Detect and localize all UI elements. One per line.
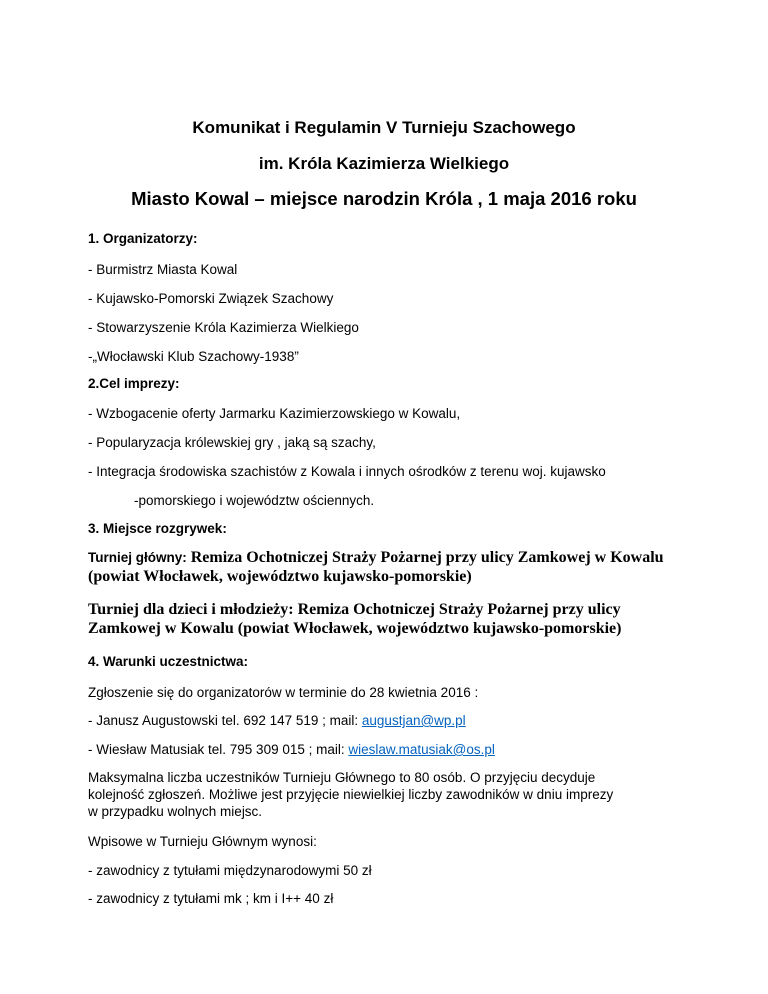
venue-youth-line-2: Zamkowej w Kowalu (powiat Włocławek, województwo kujawsko-pomorskie)	[88, 620, 622, 637]
organizer-item: - Stowarzyszenie Króla Kazimierza Wielkiego	[88, 320, 359, 335]
goal-item: - Wzbogacenie oferty Jarmarku Kazimierzowskiego w Kowalu,	[88, 406, 461, 421]
contact-text: - Wiesław Matusiak tel. 795 309 015 ; mail:	[88, 742, 349, 757]
goal-item: - Integracja środowiska szachistów z Kowala i innych ośrodków z terenu woj. kujawsko	[88, 464, 606, 479]
section-goal-heading: 2.Cel imprezy:	[88, 376, 180, 391]
organizer-item: -„Włocławski Klub Szachowy-1938”	[88, 349, 299, 364]
document-subtitle: im. Króla Kazimierza Wielkiego	[258, 154, 510, 173]
venue-main-text: Remiza Ochotniczej Straży Pożarnej przy ulicy Zamkowej w Kowalu	[186, 549, 664, 566]
venue-main-line	[88, 548, 664, 567]
contact-line	[88, 712, 466, 729]
goal-item: - Popularyzacja królewskiej gry , jaką są szachy,	[88, 435, 376, 450]
contact-line	[88, 741, 495, 758]
email-link[interactable]: wieslaw.matusiak@os.pl	[348, 742, 495, 757]
organizer-item: - Burmistrz Miasta Kowal	[88, 262, 238, 277]
registration-deadline: Zgłoszenie się do organizatorów w terminie do 28 kwietnia 2016 :	[88, 685, 479, 700]
section-organizers-heading: 1. Organizatorzy:	[88, 231, 198, 246]
section-conditions-heading: 4. Warunki uczestnictwa:	[88, 654, 249, 669]
document-title: Komunikat i Regulamin V Turnieju Szachowego	[192, 118, 576, 137]
venue-main-line-2: (powiat Włocławek, województwo kujawsko-pomorskie)	[88, 568, 472, 585]
participant-limit-line: kolejność zgłoszeń. Możliwe jest przyjęcie niewielkiej liczby zawodników w dniu imprezy	[88, 787, 614, 802]
email-link[interactable]: augustjan@wp.pl	[361, 713, 466, 728]
participant-limit-line: Maksymalna liczba uczestników Turnieju Głównego to 80 osób. O przyjęciu decyduje	[88, 770, 596, 785]
contact-text: - Janusz Augustowski tel. 692 147 519 ; mail:	[88, 713, 362, 728]
participant-limit-line: w przypadku wolnych miejsc.	[88, 804, 263, 819]
section-venue-heading: 3. Miejsce rozgrywek:	[88, 521, 227, 536]
organizer-item: - Kujawsko-Pomorski Związek Szachowy	[88, 291, 334, 306]
goal-item-continuation: -pomorskiego i województw ościennych.	[134, 493, 375, 508]
venue-youth-line: Turniej dla dzieci i młodzieży: Remiza Ochotniczej Straży Pożarnej przy ulicy	[88, 601, 621, 618]
document-event-line: Miasto Kowal – miejsce narodzin Króla , 1 maja 2016 roku	[131, 188, 637, 209]
fee-heading: Wpisowe w Turnieju Głównym wynosi:	[88, 834, 317, 849]
venue-main-label: Turniej główny:	[88, 550, 187, 565]
fee-item: - zawodnicy z tytułami międzynarodowymi 50 zł	[88, 863, 372, 878]
fee-item: - zawodnicy z tytułami mk ; km i I++ 40 zł	[88, 891, 334, 906]
